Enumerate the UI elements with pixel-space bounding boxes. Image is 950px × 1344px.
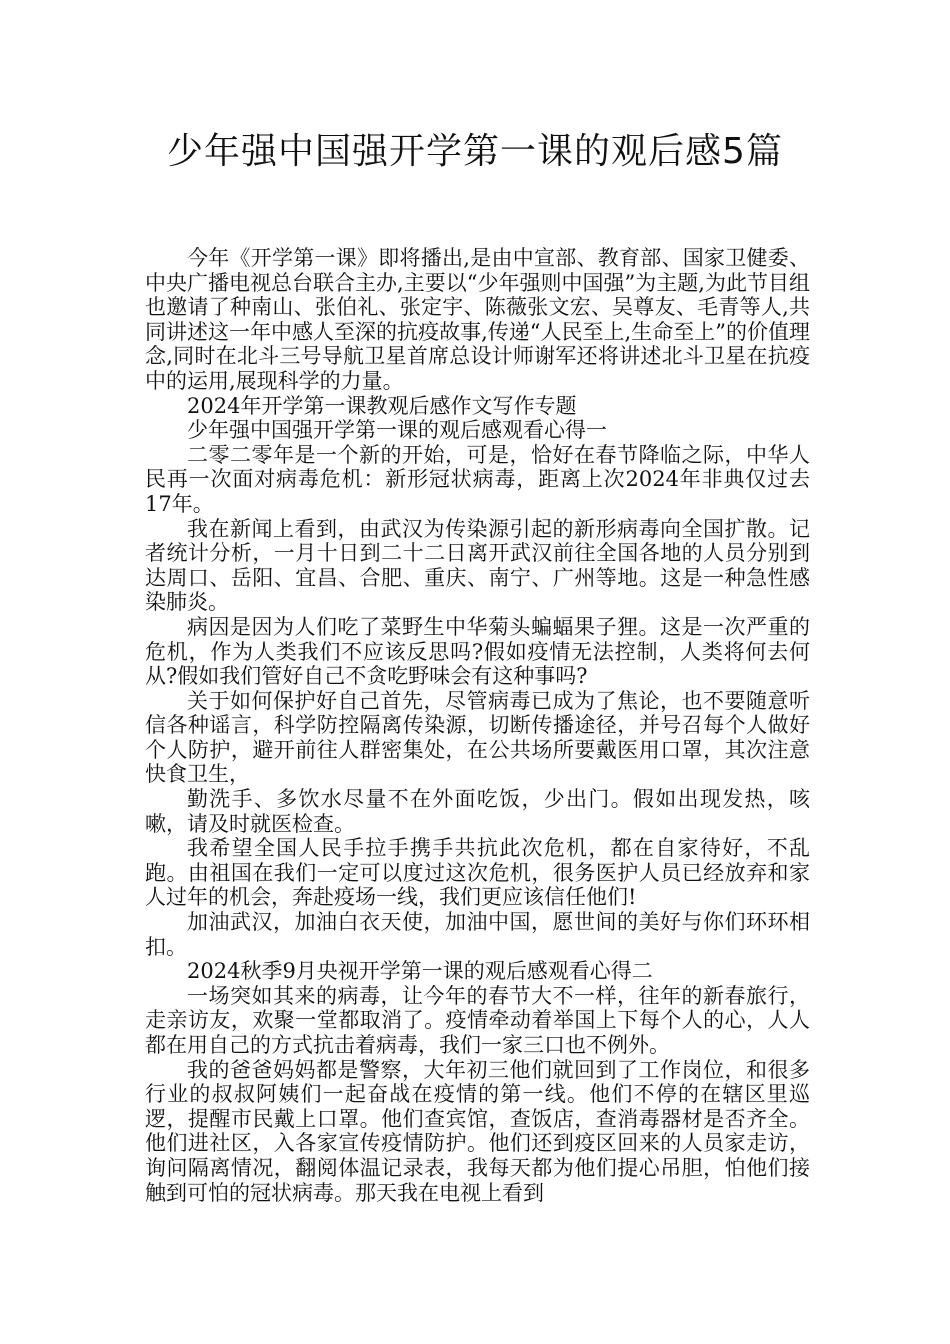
paragraph: 2024秋季9月央视开学第一课的观后感观看心得二: [187, 959, 653, 984]
paragraph: 我在新闻上看到，由武汉为传染源引起的新形病毒向全国扩散。记者统计分析，一月十日到二十二日离开武汉前往全国各地的人员分别到达周口、岳阳、宜昌、合肥、重庆、南宁、广州等地。这是一种急性感染肺炎。: [145, 516, 810, 615]
paragraph: 关于如何保护好自己首先，尽管病毒已成为了焦论，也不要随意听信各种谣言，科学防控隔离传染源，切断传播途径，并号召每个人做好个人防护，避开前往人群密集处，在公共场所要戴医用口罩，其次注意快食卫生，: [145, 688, 810, 787]
paragraph: 少年强中国强开学第一课的观后感观看心得一: [187, 418, 607, 443]
paragraph: 二零二零年是一个新的开始，可是，恰好在春节降临之际，中华人民再一次面对病毒危机：新形冠状病毒，距离上次2024年非典仅过去17年。: [145, 442, 810, 516]
paragraph: 我的爸爸妈妈都是警察，大年初三他们就回到了工作岗位，和很多行业的叔叔阿姨们一起奋战在疫情的第一线。他们不停的在辖区里巡逻，提醒市民戴上口罩。他们查宾馆，查饭店，查消毒器材是否齐全。他们进社区，入各家宣传疫情防护。他们还到疫区回来的人员家走访，询问隔离情况，翻阅体温记录表，我每天都为他们提心吊胆，怕他们接触到可怕的冠状病毒。那天我在电视上看到: [145, 1057, 810, 1205]
paragraph: 2024年开学第一课教观后感作文写作专题: [187, 393, 577, 418]
paragraph: 病因是因为人们吃了菜野生中华菊头蝙蝠果子狸。这是一次严重的危机，作为人类我们不应该反思吗?假如疫情无法控制，人类将何去何从?假如我们管好自己不贪吃野味会有这种事吗?: [145, 614, 810, 689]
paragraph: 加油武汉，加油白衣天使，加油中国，愿世间的美好与你们环环相扣。: [145, 910, 810, 959]
paragraph: 我希望全国人民手拉手携手共抗此次危机，都在自家待好，不乱跑。由祖国在我们一定可以度过这次危机，很务医护人员已经放弃和家人过年的机会，奔赴疫场一线，我们更应该信任他们!: [145, 836, 810, 910]
paragraph: 勤洗手、多饮水尽量不在外面吃饭，少出门。假如出现发热，咳嗽，请及时就医检查。: [145, 787, 810, 836]
document-body: [145, 246, 810, 1205]
document-title: 少年强中国强开学第一课的观后感5篇: [167, 131, 783, 172]
paragraph: 一场突如其来的病毒，让今年的春节大不一样，往年的新春旅行，走亲访友，欢聚一堂都取消了。疫情牵动着举国上下每个人的心，人人都在用自己的方式抗击着病毒，我们一家三口也不例外。: [145, 983, 810, 1057]
paragraph: 今年《开学第一课》即将播出,是由中宣部、教育部、国家卫健委、中央广播电视总台联合主办,主要以“少年强则中国强”为主题,为此节目组也邀请了种南山、张伯礼、张定宇、陈薇张文宏、吴尊友、毛青等人,共同讲述这一年中感人至深的抗疫故事,传递“人民至上,生命至上”的价值理念,同时在北斗三号导航卫星首席总设计师谢军还将讲述北斗卫星在抗疫中的运用,展现科学的力量。: [145, 246, 810, 393]
